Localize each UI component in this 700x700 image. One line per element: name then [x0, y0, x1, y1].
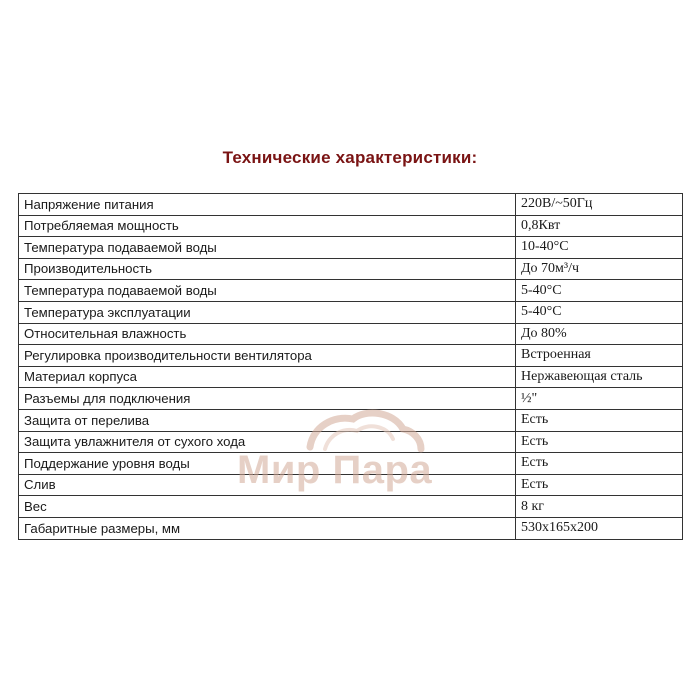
table-row	[19, 237, 683, 259]
spec-value: Встроенная	[516, 345, 683, 367]
table-row	[19, 388, 683, 410]
table-row	[19, 323, 683, 345]
spec-value: 220В/~50Гц	[516, 194, 683, 216]
spec-value: Есть	[516, 474, 683, 496]
spec-label: Относительная влажность	[19, 323, 516, 345]
watermark-text: Мир Пара	[237, 448, 433, 492]
spec-value: ½"	[516, 388, 683, 410]
spec-label: Температура подаваемой воды	[19, 280, 516, 302]
spec-value: Есть	[516, 431, 683, 453]
spec-label: Производительность	[19, 258, 516, 280]
spec-label: Регулировка производительности вентилятора	[19, 345, 516, 367]
spec-label: Разъемы для подключения	[19, 388, 516, 410]
spec-value: 5-40°С	[516, 280, 683, 302]
table-row	[19, 453, 683, 475]
spec-label: Температура подаваемой воды	[19, 237, 516, 259]
spec-value: Есть	[516, 409, 683, 431]
table-row	[19, 496, 683, 518]
spec-label: Габаритные размеры, мм	[19, 517, 516, 539]
table-row	[19, 345, 683, 367]
spec-label: Напряжение питания	[19, 194, 516, 216]
spec-value: 5-40°С	[516, 301, 683, 323]
table-row	[19, 258, 683, 280]
spec-label: Поддержание уровня воды	[19, 453, 516, 475]
page-title: Технические характеристики:	[222, 148, 478, 167]
table-row	[19, 280, 683, 302]
table-row	[19, 474, 683, 496]
specs-table	[18, 193, 683, 540]
table-row	[19, 194, 683, 216]
table-row	[19, 366, 683, 388]
spec-label: Материал корпуса	[19, 366, 516, 388]
table-row	[19, 517, 683, 539]
spec-label: Вес	[19, 496, 516, 518]
spec-value: 0,8Квт	[516, 215, 683, 237]
table-row	[19, 409, 683, 431]
spec-value: Есть	[516, 453, 683, 475]
spec-value: До 70м³/ч	[516, 258, 683, 280]
table-row	[19, 301, 683, 323]
spec-label: Слив	[19, 474, 516, 496]
spec-label: Защита увлажнителя от сухого хода	[19, 431, 516, 453]
spec-label: Температура эксплуатации	[19, 301, 516, 323]
spec-value: 10-40°С	[516, 237, 683, 259]
spec-value: Нержавеющая сталь	[516, 366, 683, 388]
spec-value: 8 кг	[516, 496, 683, 518]
table-row	[19, 215, 683, 237]
spec-label: Потребляемая мощность	[19, 215, 516, 237]
spec-value: До 80%	[516, 323, 683, 345]
spec-label: Защита от перелива	[19, 409, 516, 431]
spec-value: 530х165х200	[516, 517, 683, 539]
table-row	[19, 431, 683, 453]
